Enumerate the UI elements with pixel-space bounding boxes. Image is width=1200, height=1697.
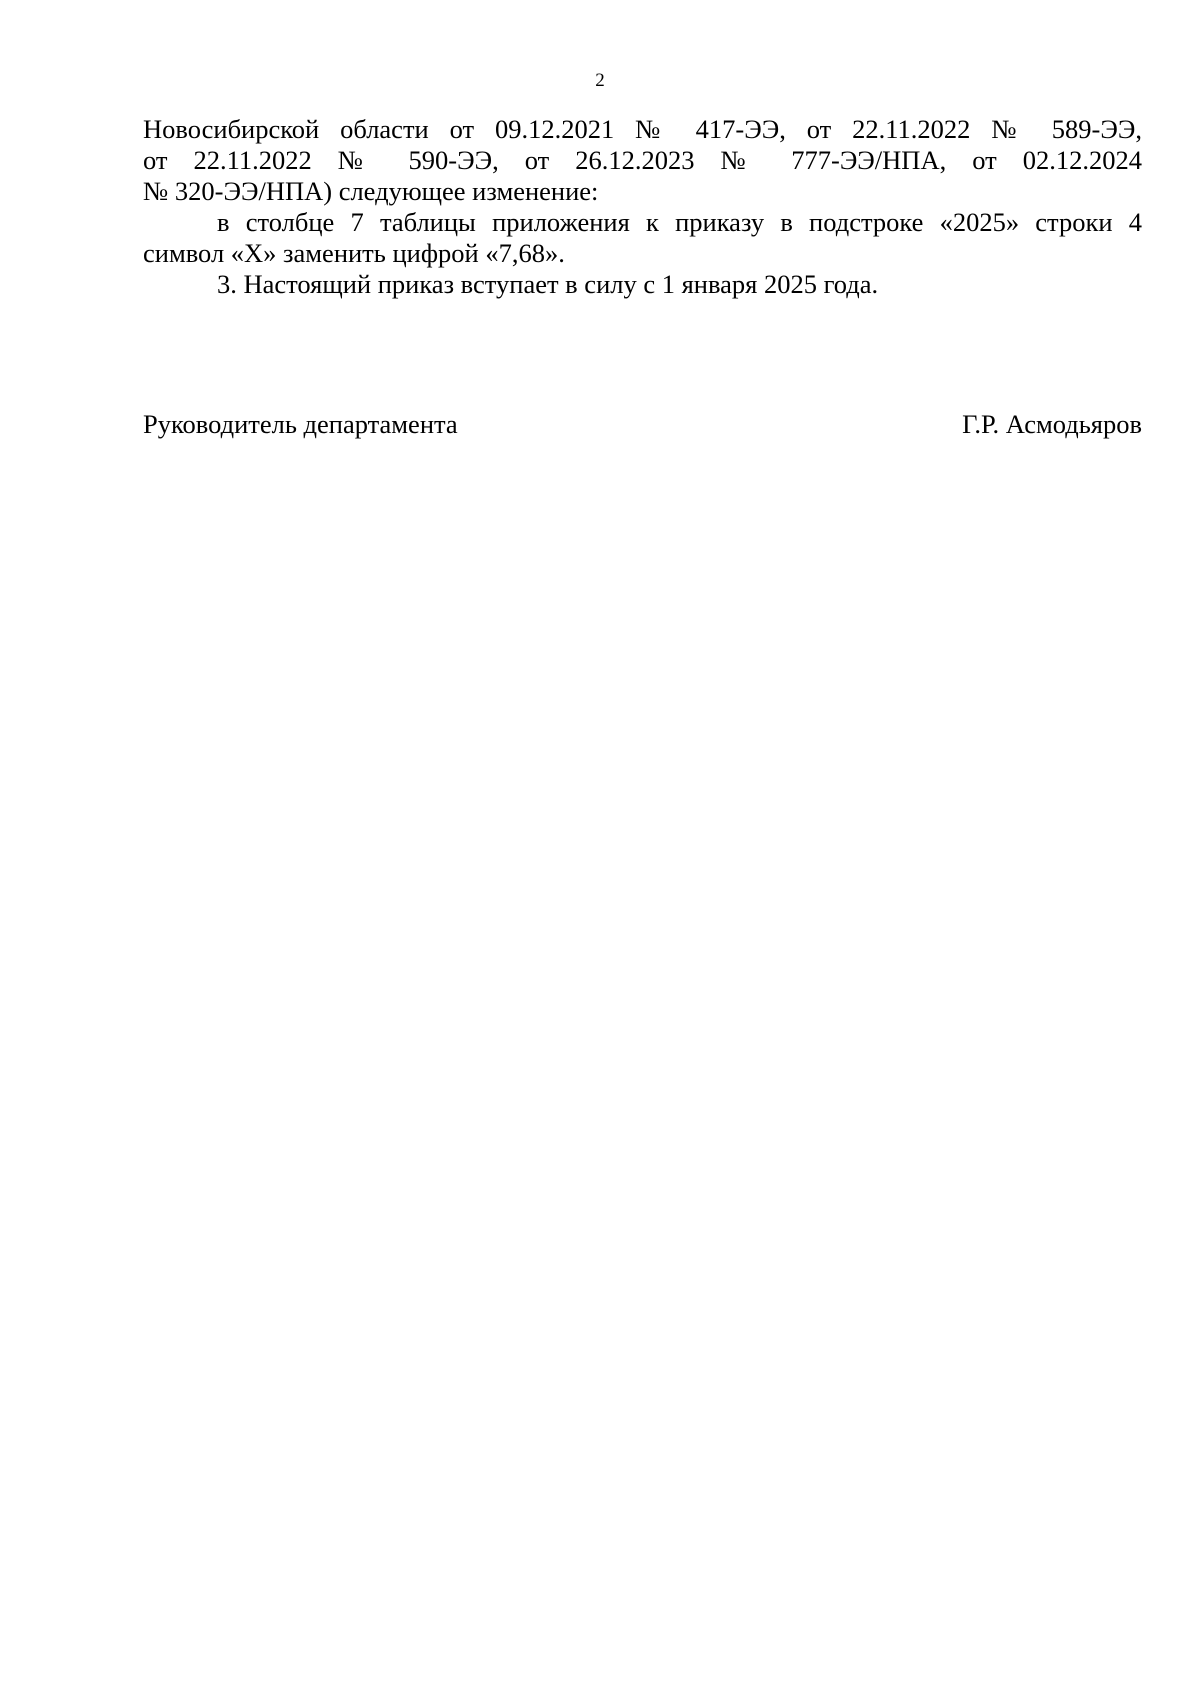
document-body — [143, 114, 1142, 300]
paragraph-line: 3. Настоящий приказ вступает в силу с 1 января 2025 года. — [217, 269, 879, 299]
paragraph-line: № 320-ЭЭ/НПА) следующее изменение: — [143, 176, 599, 206]
signatory-name: Г.Р. Асмодьяров — [962, 409, 1142, 439]
paragraph-line: символ «Х» заменить цифрой «7,68». — [143, 238, 565, 268]
paragraph-line: в столбце 7 таблицы приложения к приказу в подстроке «2025» строки 4 — [217, 207, 1142, 237]
page-number: 2 — [595, 70, 605, 91]
signatory-position: Руководитель департамента — [143, 409, 458, 439]
signature-block — [143, 409, 1142, 440]
paragraph-line: Новосибирской области от 09.12.2021 № 417-ЭЭ, от 22.11.2022 № 589-ЭЭ, — [143, 114, 1142, 144]
paragraph-line: от 22.11.2022 № 590-ЭЭ, от 26.12.2023 № 777-ЭЭ/НПА, от 02.12.2024 — [143, 145, 1142, 175]
